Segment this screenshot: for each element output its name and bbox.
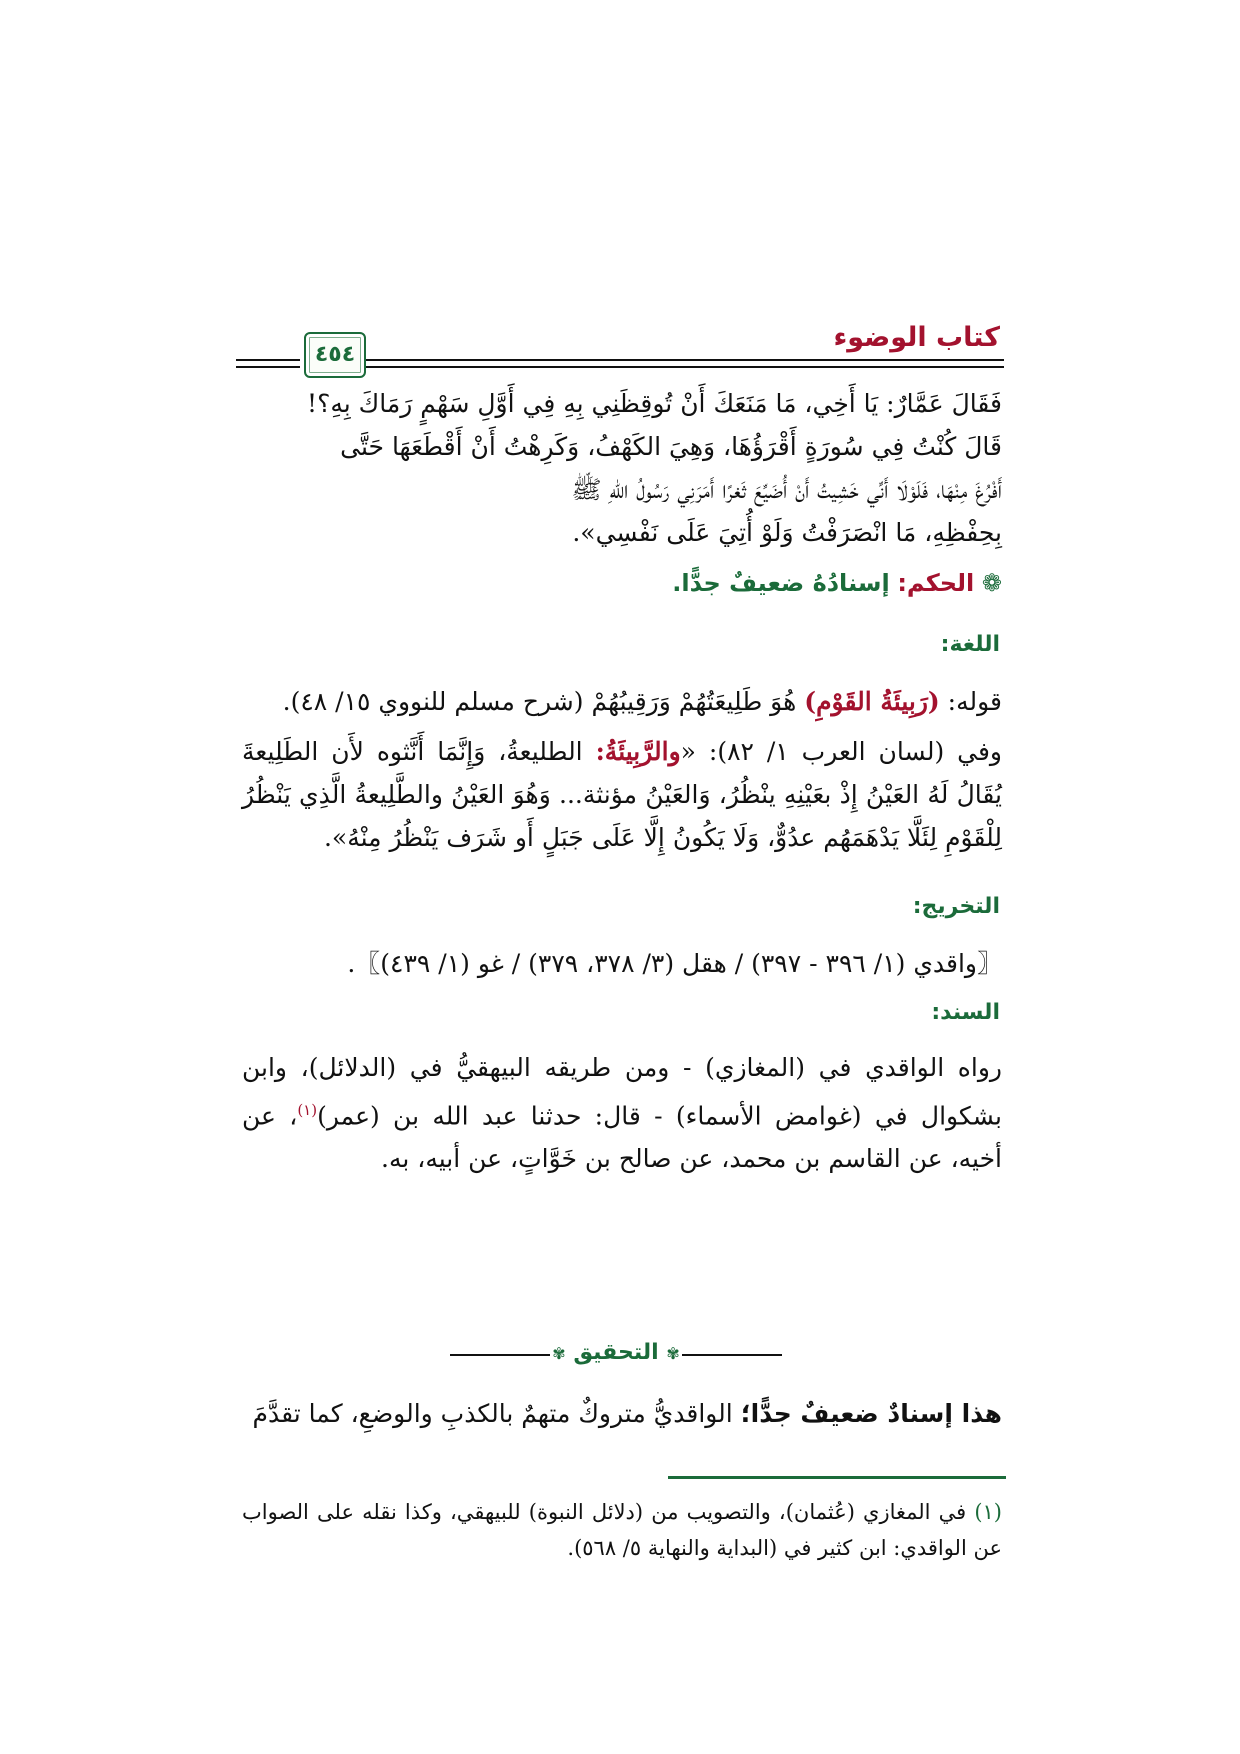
- language-p1-rest: هُوَ طَلِيعَتُهُمْ وَرَقِيبُهُمْ (شرح مسلم للنووي ١٥/ ٤٨).: [282, 687, 805, 716]
- footnote-text: في المغازي (عُثمان)، والتصويب من (دلائل النبوة) للبيهقي، وكذا نقله على الصواب عن الواقدي: ابن كثير في (البداية والنهاية ٥/ ٥٦٨).: [242, 1500, 1002, 1560]
- tahqiq-text: [242, 1392, 1002, 1435]
- sanad-text-part1: رواه الواقدي في (المغازي) - ومن طريقه البيهقيُّ في (الدلائل)، وابن بشكوال في (غوامض الأسماء) - قال: حدثنا عبد الله بن (عمر): [242, 1053, 1002, 1131]
- hadith-line-2: قَالَ كُنْتُ فِي سُورَةٍ أَقْرَؤُهَا، وَهِيَ الكَهْفُ، وَكَرِهْتُ أَنْ أَقْطَعَهَا حَتَّى: [340, 432, 1002, 461]
- takhrij-text: 〖واقدي (١/ ٣٩٦ - ٣٩٧) / هقل (٣/ ٣٧٨، ٣٧٩) / غو (١/ ٤٣٩)〗.: [347, 949, 1002, 978]
- page-number-badge: [304, 332, 366, 378]
- language-p2-rest: الطليعةُ، وَإِنَّمَا أَنَّثوه لأَن الطَلِيعةَ يُقَالُ لَهُ العَيْنُ إِذْ بعَيْنِهِ ينْظُرُ، وَالعَيْنُ مؤنثة... وَهُوَ العَيْنُ والطَّلِيعةُ الَّذِي يَنْظُرُ لِلْقَوْمِ لِئَلَّا يَدْهَمَهُم عدُوٌّ، وَلَا يَكُونُ إِلَّا عَلَى جَبَلٍ أَو شَرَف يَنْظُرُ مِنْهُ».: [242, 737, 1002, 852]
- tahqiq-bold: هذا إسنادٌ ضعيفٌ جدًّا؛: [740, 1399, 1002, 1428]
- header-rule-top: [366, 359, 1004, 361]
- chapter-title: كتاب الوضوء: [833, 322, 1000, 353]
- header-rule-bottom: [366, 366, 1004, 368]
- hadith-text: [242, 382, 1002, 554]
- language-p2-prefix: وفي (لسان العرب ١/ ٨٢): «: [680, 737, 1002, 766]
- language-p1-term: (رَبِيئَةُ القَوْمِ): [804, 687, 940, 716]
- takhrij-heading: التخريج:: [912, 894, 1000, 919]
- ornament-icon: ✾: [666, 1344, 680, 1363]
- hadith-line-4: بِحِفْظِهِ، مَا انْصَرَفْتُ وَلَوْ أُتِيَ عَلَى نَفْسِي».: [572, 518, 1002, 547]
- footnote-number: (١): [974, 1500, 1002, 1524]
- tahqiq-heading: [450, 1340, 782, 1365]
- language-p1: [242, 680, 1002, 723]
- ruling: [242, 562, 1002, 605]
- header-rule-left-bottom: [236, 366, 300, 368]
- language-p2: [242, 730, 1002, 859]
- ruling-text: إسنادُهُ ضعيفٌ جدًّا.: [672, 569, 890, 597]
- language-heading: اللغة:: [940, 632, 1000, 657]
- language-p2-term: والرَّبِيئَةُ:: [595, 737, 681, 766]
- ornament-icon: ✾: [552, 1344, 566, 1363]
- ruling-flower-icon: ❁: [981, 569, 1002, 597]
- sanad-text-part2: ، عن أخيه، عن القاسم بن محمد، عن صالح بن خَوَّاتٍ، عن أبيه، به.: [242, 1101, 1002, 1174]
- footnote-ref[interactable]: (١): [297, 1101, 318, 1119]
- sanad-heading: السند:: [931, 1000, 1000, 1025]
- tahqiq-divider: [450, 1340, 782, 1370]
- ruling-label: الحكم:: [897, 569, 975, 597]
- tahqiq-rest: الواقديُّ متروكٌ متهمٌ بالكذبِ والوضعِ، كما تقدَّمَ: [252, 1399, 741, 1428]
- hadith-line-1: فَقَالَ عَمَّارٌ: يَا أَخِي، مَا مَنَعَكَ أَنْ تُوقِظَنِي بِهِ فِي أَوَّلِ سَهْمٍ رَمَاكَ بِهِ؟!: [307, 389, 1002, 418]
- language-p1-prefix: قوله:: [939, 687, 1002, 716]
- footnote: [242, 1494, 1002, 1566]
- hadith-line-3: أَفْرُغَ مِنْهَا، فَلَوْلَا أَنِّي خَشِيتُ أَنْ أُضَيِّعَ ثَغرًا أَمَرَنِي رَسُولُ اللهِ ﷺ: [571, 475, 1002, 504]
- footnote-rule: [668, 1476, 1006, 1479]
- tahqiq-heading-text: التحقيق: [573, 1340, 659, 1365]
- page-number: ٤٥٤: [314, 342, 356, 367]
- sanad-text: [242, 1046, 1002, 1180]
- header-rule-left-top: [236, 359, 300, 361]
